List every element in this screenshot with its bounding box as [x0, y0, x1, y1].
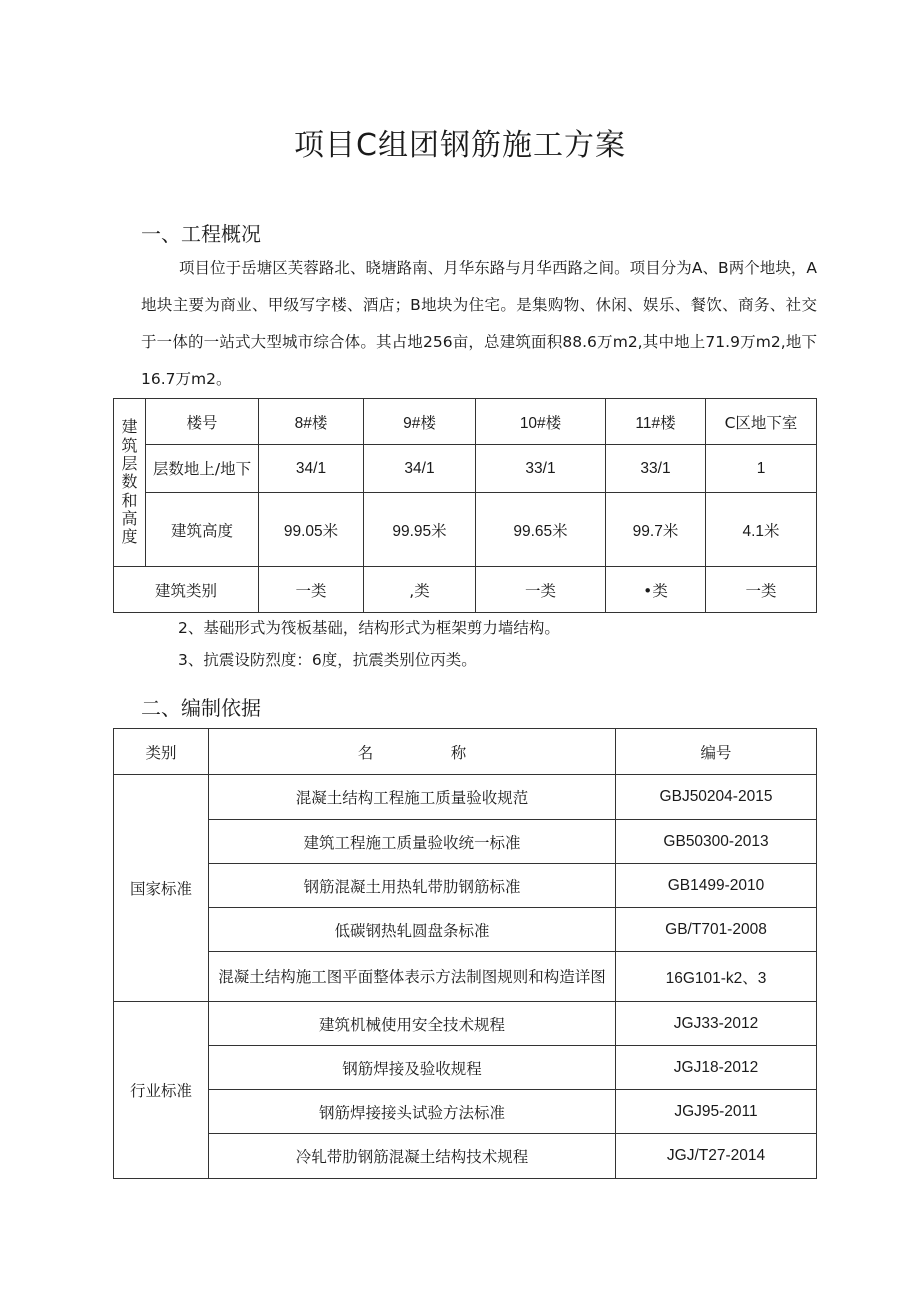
building-height-group-label: 建筑层数和高度 [114, 399, 146, 567]
column-header: C区地下室 [706, 399, 817, 445]
building-number-header: 楼号 [146, 399, 259, 445]
standard-name: 钢筋混凝土用热轧带肋钢筋标准 [209, 864, 616, 908]
category-cell: 国家标准 [114, 775, 209, 1002]
table-cell: 99.95米 [364, 493, 476, 567]
standard-name: 混凝土结构工程施工质量验收规范 [209, 775, 616, 820]
table-cell: 99.05米 [259, 493, 364, 567]
section-heading-basis: 二、编制依据 [141, 696, 261, 720]
standard-code: GB1499-2010 [616, 864, 817, 908]
column-header: 8#楼 [259, 399, 364, 445]
table-cell: 一类 [259, 567, 364, 613]
standard-name: 混凝土结构施工图平面整体表示方法制图规则和构造详图 [209, 952, 616, 1002]
standard-code: JGJ/T27-2014 [616, 1134, 817, 1179]
table-cell: 33/1 [476, 445, 606, 493]
standard-name: 建筑工程施工质量验收统一标准 [209, 820, 616, 864]
table-cell: 33/1 [606, 445, 706, 493]
overview-paragraph: 项目位于岳塘区芙蓉路北、晓塘路南、月华东路与月华西路之间。项目分为A、B两个地块，A地块主要为商业、甲级写字楼、酒店；B地块为住宅。是集购物、休闲、娱乐、餐饮、商务、社交于一体的一站式大型城市综合体。其占地256亩，总建筑面积88.6万m2,其中地上71.9万m2,地下16.7万m2。 [141, 259, 817, 388]
table-cell: 一类 [476, 567, 606, 613]
table-cell: 一类 [706, 567, 817, 613]
standard-code: JGJ95-2011 [616, 1090, 817, 1134]
standard-code: JGJ33-2012 [616, 1002, 817, 1046]
row-label: 建筑类别 [114, 567, 259, 613]
column-header: 编号 [616, 729, 817, 775]
column-header: 9#楼 [364, 399, 476, 445]
standard-name: 钢筋焊接接头试验方法标准 [209, 1090, 616, 1134]
table-cell: 34/1 [364, 445, 476, 493]
standard-code: GB50300-2013 [616, 820, 817, 864]
standard-name: 建筑机械使用安全技术规程 [209, 1002, 616, 1046]
table-cell: 1 [706, 445, 817, 493]
seismic-note: 3、抗震设防烈度：6度，抗震类别位丙类。 [178, 651, 477, 669]
standard-code: GB/T701-2008 [616, 908, 817, 952]
table-cell: •类 [606, 567, 706, 613]
row-label: 建筑高度 [146, 493, 259, 567]
column-header: 10#楼 [476, 399, 606, 445]
standards-table [113, 728, 817, 1179]
section-heading-overview: 一、工程概况 [141, 222, 261, 246]
standard-name: 冷轧带肋钢筋混凝土结构技术规程 [209, 1134, 616, 1179]
column-header: 类别 [114, 729, 209, 775]
column-header: 11#楼 [606, 399, 706, 445]
foundation-note: 2、基础形式为筏板基础，结构形式为框架剪力墙结构。 [178, 619, 560, 637]
table-cell: ,类 [364, 567, 476, 613]
building-info-table [113, 398, 817, 613]
standard-name: 钢筋焊接及验收规程 [209, 1046, 616, 1090]
table-cell: 99.7米 [606, 493, 706, 567]
standard-name: 低碳钢热轧圆盘条标准 [209, 908, 616, 952]
page-title: 项目C组团钢筋施工方案 [294, 128, 626, 163]
standard-code: GBJ50204-2015 [616, 775, 817, 820]
table-cell: 34/1 [259, 445, 364, 493]
column-header: 名 称 [209, 729, 616, 775]
category-cell: 行业标准 [114, 1002, 209, 1179]
standard-code: 16G101-k2、3 [616, 952, 817, 1002]
row-label: 层数地上/地下 [146, 445, 259, 493]
table-cell: 4.1米 [706, 493, 817, 567]
standard-code: JGJ18-2012 [616, 1046, 817, 1090]
table-cell: 99.65米 [476, 493, 606, 567]
